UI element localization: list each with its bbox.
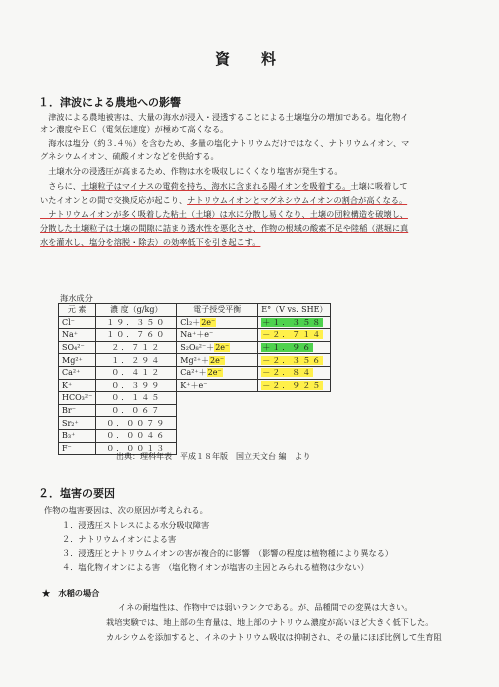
cell-concentration: ０．００１３ <box>96 442 177 455</box>
cell-element: Mg²⁺ <box>59 354 96 367</box>
cell-concentration: １０．７６０ <box>96 329 177 342</box>
cell-concentration: ０．３９９ <box>96 379 177 392</box>
cell-concentration: １９．３５０ <box>96 316 177 329</box>
cell-equilibrium <box>177 341 258 354</box>
empty-cell <box>177 429 331 442</box>
paragraph-line: オン濃度やＥＣ（電気伝達度）が極めて高くなる。 <box>40 124 229 134</box>
cell-potential <box>258 366 331 379</box>
cell-element: F⁻ <box>59 442 96 455</box>
cell-element: Na⁺ <box>59 329 96 342</box>
header-equilibrium: 電子授受平衡 <box>177 304 258 317</box>
empty-cell <box>177 392 331 405</box>
paragraph-line: 土壌水分の浸透圧が高まるため、作物は水を吸収しにくくなり塩害が発生する。 <box>40 166 343 176</box>
section-2-heading: ２．塩害の要因 <box>38 487 115 500</box>
table-row <box>59 366 331 379</box>
seawater-table <box>58 303 331 455</box>
equation-text: Cl₂＋ <box>180 317 201 327</box>
list-item: ２．ナトリウムイオンによる害 <box>62 534 177 544</box>
cell-element: Br⁻ <box>59 404 96 417</box>
table-row <box>59 429 331 442</box>
paragraph-line: 分散した土壌粒子は土壌の間隙に詰まり透水性を悪化させ、作物の根域の酸素不足や陸稲（湛堀に真 <box>40 223 409 233</box>
table-row <box>59 316 331 329</box>
cell-element: HCO₃²⁻ <box>59 392 96 405</box>
paragraph-line <box>40 181 408 192</box>
paragraph-line: グネシウムイオン、硫酸イオンなどを供給する。 <box>40 151 219 161</box>
empty-cell <box>177 417 331 430</box>
cell-element: Ca²⁺ <box>59 366 96 379</box>
cell-potential <box>258 379 331 392</box>
table-header-row <box>59 304 331 317</box>
header-concentration: 濃 度（g/kg） <box>96 304 177 317</box>
cell-element: SO₄²⁻ <box>59 341 96 354</box>
cell-concentration: ０．４１２ <box>96 366 177 379</box>
cell-equilibrium <box>177 366 258 379</box>
highlighted-electrons: 2e⁻ <box>215 343 230 353</box>
underlined-text: 土壌粒子はマイナスの電荷を持ち、海水に含まれる陽イオンを吸着する。 <box>80 181 351 191</box>
table-row <box>59 354 331 367</box>
cell-concentration: １．２９４ <box>96 354 177 367</box>
paragraph-line: イネの耐塩性は、作物中では弱いランクである。が、品種間での変異は大きい。 <box>118 602 413 612</box>
table-row <box>59 392 331 405</box>
cell-element: K⁺ <box>59 379 96 392</box>
table-caption: 海水成分 <box>60 293 93 303</box>
cell-element: B₃⁺ <box>59 429 96 442</box>
paragraph-line: 水を灌水し、塩分を溶脱・除去）の効率低下を引き起こす。 <box>40 237 261 247</box>
header-potential: E°（V vs. SHE） <box>258 304 331 317</box>
cell-potential <box>258 354 331 367</box>
text-span: いたイオンとの間で交換反応が起こり、 <box>40 195 188 205</box>
potential-value: －２．３５６ <box>262 355 323 365</box>
cell-equilibrium <box>177 379 258 392</box>
cell-concentration: ０．００７９ <box>96 417 177 430</box>
cell-concentration: ０．１４５ <box>96 392 177 405</box>
empty-cell <box>177 404 331 417</box>
table-row <box>59 379 331 392</box>
cell-element: Cl⁻ <box>59 316 96 329</box>
equation-text: K⁺＋e⁻ <box>180 380 208 390</box>
paragraph-line: カルシウムを添加すると、イネのナトリウム吸収は抑制され、その量にほぼ比例して生育阻 <box>106 632 442 642</box>
paragraph-line: 栽培実験では、地上部の生育量は、地上部のナトリウム濃度が高いほど大きく低下した。 <box>106 617 434 627</box>
page-title: 資 料 <box>214 50 284 68</box>
table-row <box>59 417 331 430</box>
section-2-intro: 作物の塩害要因は、次の原因が考えられる。 <box>44 505 208 515</box>
paragraph-line <box>40 195 407 206</box>
underlined-text: ナトリウムイオンとマグネシウムイオンの割合が高くなる。 <box>187 195 408 205</box>
paragraph-line: 海水は塩分（約３.４％）を含むため、多量の塩化ナトリウムだけではなく、ナトリウムイオン、マ <box>40 138 410 148</box>
highlighted-electrons: 2e⁻ <box>207 368 222 378</box>
potential-value: －２．８４ <box>262 368 313 378</box>
rice-heading: ★ 水稲の場合 <box>42 588 100 598</box>
equation-text: Na⁺＋e⁻ <box>180 330 214 340</box>
table-row <box>59 341 331 354</box>
header-element: 元 素 <box>59 304 96 317</box>
potential-value: ＋１．３５８ <box>262 317 323 327</box>
potential-value: －２．７１４ <box>262 330 323 340</box>
highlighted-electrons: 2e⁻ <box>210 355 225 365</box>
cell-equilibrium <box>177 329 258 342</box>
cell-potential <box>258 329 331 342</box>
cell-potential <box>258 316 331 329</box>
potential-value: ＋１．９６ <box>262 343 313 353</box>
equation-text: Mg²⁺＋ <box>180 355 210 365</box>
table-row <box>59 404 331 417</box>
cell-equilibrium <box>177 354 258 367</box>
section-1-heading: １．津波による農地への影響 <box>38 96 181 109</box>
paragraph-line: ナトリウムイオンが多く吸着した粘土（土壌）は水に分散し易くなり、土壌の団粒構造を破壊し、 <box>40 209 408 219</box>
cell-concentration: ２．７１２ <box>96 341 177 354</box>
equation-text: S₂O₈²⁻＋ <box>180 343 215 353</box>
potential-value: －２．９２５ <box>262 380 323 390</box>
text-span: さらに、 <box>40 181 81 191</box>
list-item: １．浸透圧ストレスによる水分吸収障害 <box>62 520 210 530</box>
cell-element: Sr₂⁺ <box>59 417 96 430</box>
equation-text: Ca²⁺＋ <box>180 368 207 378</box>
cell-potential <box>258 341 331 354</box>
table-row <box>59 329 331 342</box>
list-item: ３．浸透圧とナトリウムイオンの害が複合的に影響 （影響の程度は植物種により異なる） <box>62 548 394 558</box>
text-span: 土壌に吸着して <box>350 181 408 191</box>
cell-concentration: ０．０６７ <box>96 404 177 417</box>
cell-concentration: ０．００４６ <box>96 429 177 442</box>
table-source: 出典：理科年表 平成１８年版 国立天文台 編 より <box>116 452 311 461</box>
highlighted-electrons: 2e⁻ <box>201 317 216 327</box>
cell-equilibrium <box>177 316 258 329</box>
list-item: ４．塩化物イオンによる害 （塩化物イオンが塩害の主因とみられる植物は少ない） <box>62 562 369 572</box>
paragraph-line: 津波による農地被害は、大量の海水が浸入・浸透することによる土壌塩分の増加である。塩化物イ <box>40 112 409 122</box>
